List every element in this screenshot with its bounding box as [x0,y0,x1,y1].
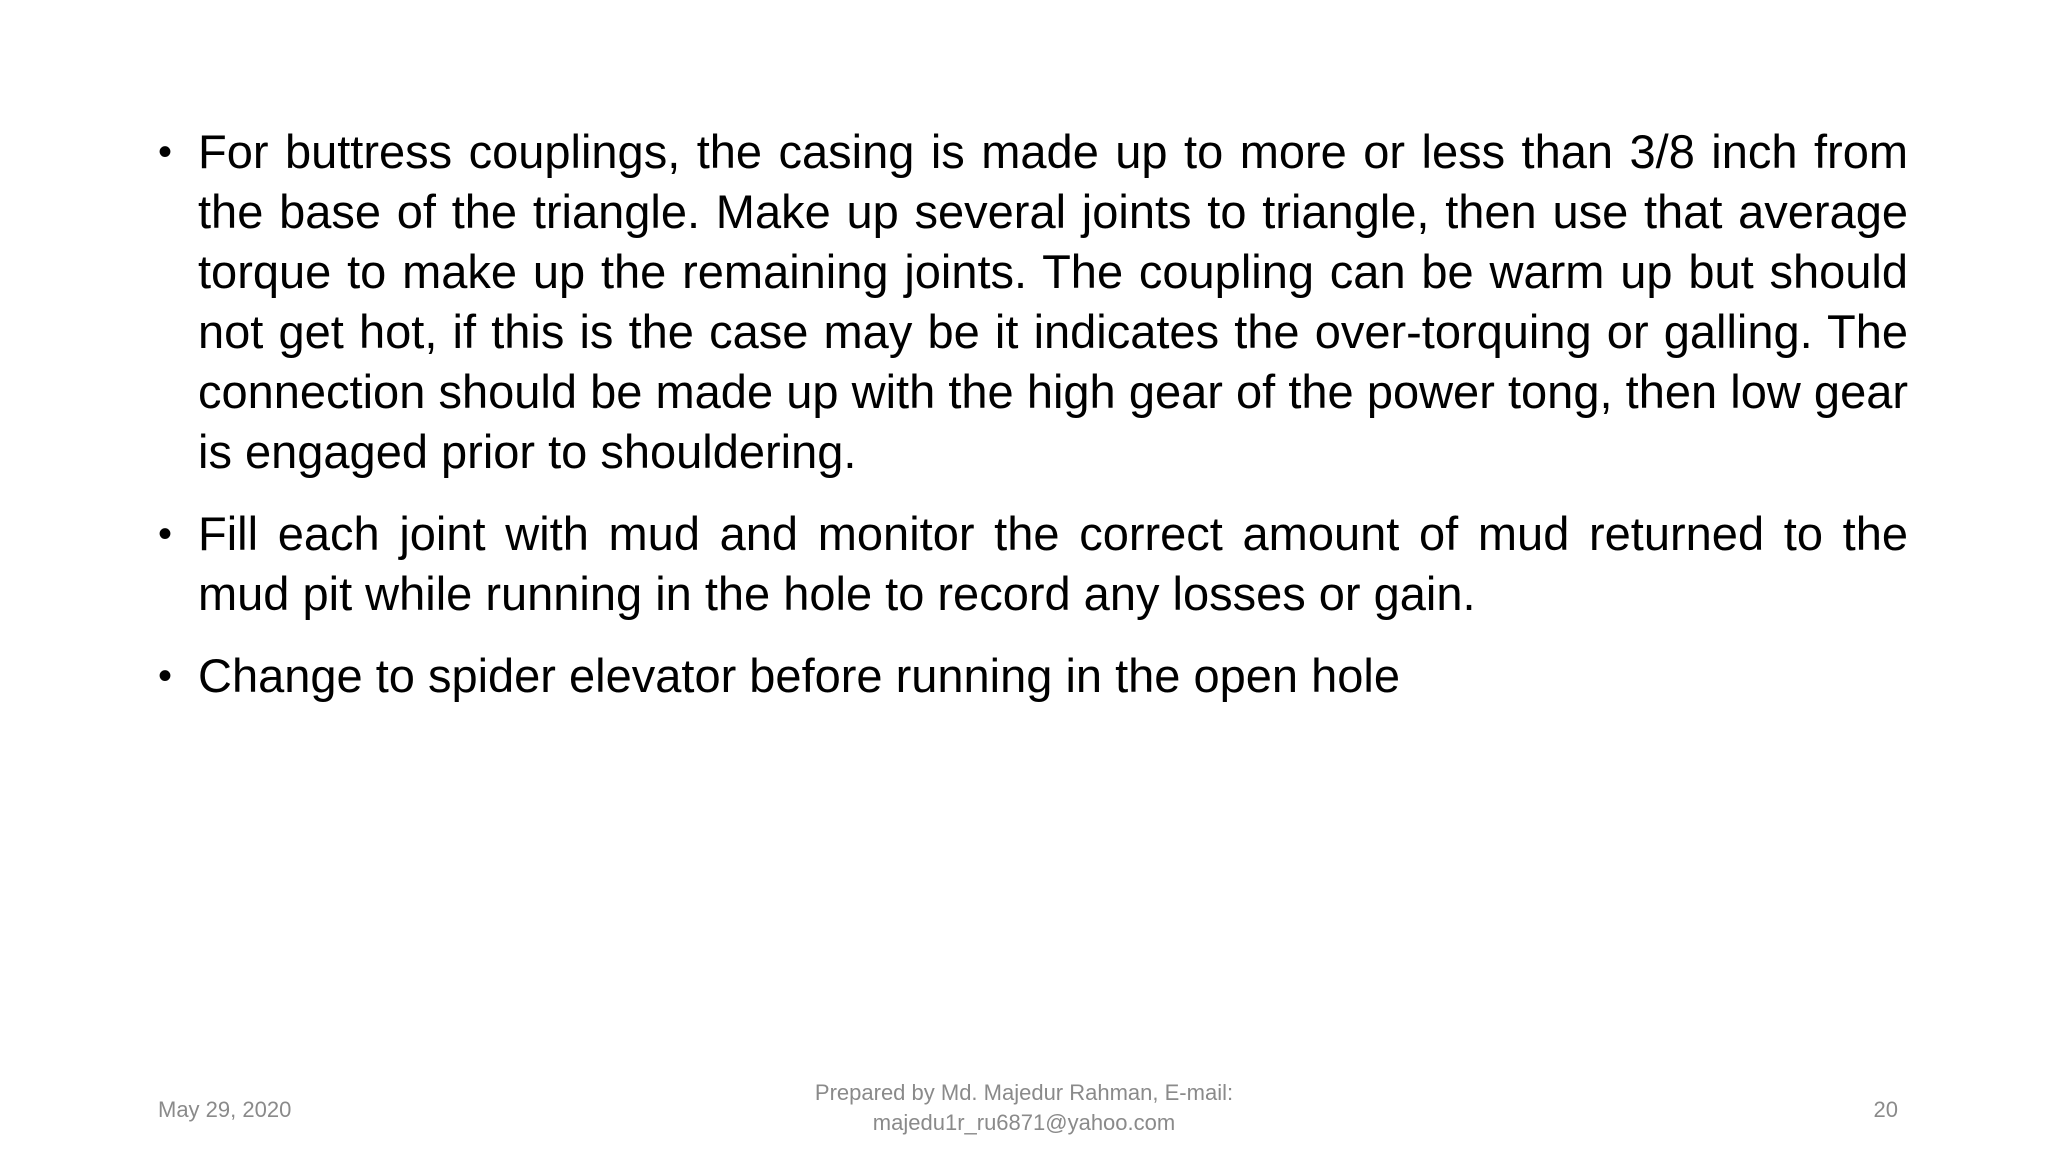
bullet-marker: • [158,654,173,698]
footer-credit-line-2: majedu1r_ru6871@yahoo.com [872,1110,1176,1135]
bullet-item [158,646,1908,706]
bullet-marker: • [158,512,173,556]
slide-body [158,122,1908,728]
bullet-text: Change to spider elevator before running in the open hole [198,649,1400,702]
bullet-text: For buttress couplings, the casing is made up to more or less than 3/8 inch from the base of the triangle. Make up several joints to triangle, then use that average torque to make up the remaining joints. The coupling can be warm up but should not get hot, if this is the case may be it indicates the over-torquing or galling. The connection should be made up with the high gear of the power tong, then low gear is engaged prior to shouldering. [198,125,1908,478]
footer-date: May 29, 2020 [158,1097,292,1122]
bullet-marker: • [158,130,173,174]
footer-credit-line-1: Prepared by Md. Majedur Rahman, E-mail: [814,1080,1234,1105]
footer-credit [724,1078,1324,1138]
bullet-item [158,504,1908,624]
bullet-text: Fill each joint with mud and monitor the correct amount of mud returned to the mud pit while running in the hole to record any losses or gain. [198,507,1908,620]
bullet-item [158,122,1908,482]
footer-page-number: 20 [1873,1097,1898,1122]
bullet-list [158,122,1908,706]
